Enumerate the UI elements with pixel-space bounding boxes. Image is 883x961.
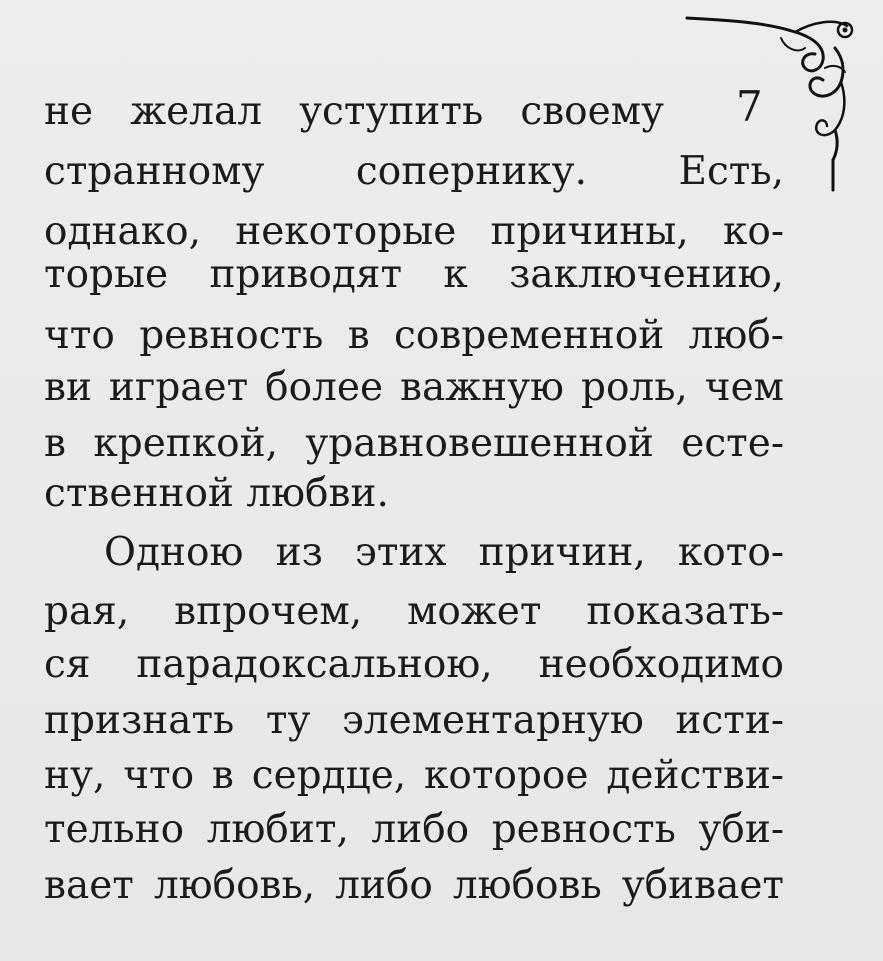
text-line: признать ту элементарную исти-	[44, 698, 784, 743]
text-line: торые приводят к заключению,	[44, 252, 784, 297]
text-line: тельно любит, либо ревность уби-	[44, 807, 784, 852]
text-line: в крепкой, уравновешенной есте-	[44, 421, 784, 466]
text-line: рая, впрочем, может показать-	[44, 589, 784, 634]
page-number: 7	[736, 82, 763, 131]
text-line: ну, что в сердце, которое действи-	[44, 753, 784, 798]
text-line: странному сопернику. Есть,	[44, 149, 784, 194]
text-line: ви играет более важную роль, чем	[44, 365, 784, 410]
text-line: что ревность в современной люб-	[44, 313, 784, 358]
text-line: однако, некоторые причины, ко-	[44, 209, 784, 254]
text-line: ся парадоксальною, необходимо	[44, 642, 784, 687]
text-line: Одною из этих причин, кото-	[104, 530, 784, 575]
text-line: вает любовь, либо любовь убивает	[44, 863, 784, 908]
text-line: не желал уступить своему	[44, 89, 664, 134]
text-line: ственной любви.	[44, 471, 389, 516]
